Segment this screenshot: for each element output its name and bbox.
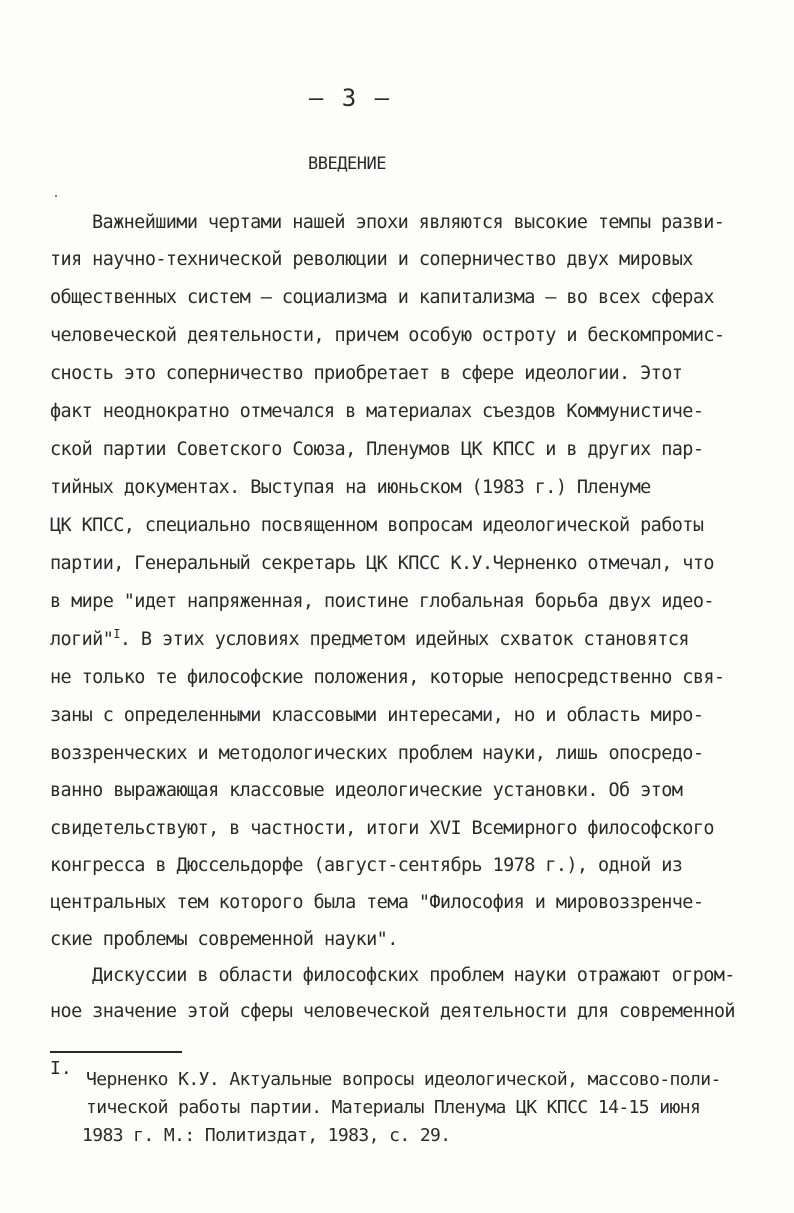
body-line: партии, Генеральный секретарь ЦК КПСС К.У.Черненко отмечал, что bbox=[50, 553, 714, 574]
footnote-line: 1983 г. М.: Политиздат, 1983, с. 29. bbox=[82, 1125, 451, 1146]
body-line: факт неоднократно отмечался в материалах съездов Коммунистиче- bbox=[50, 401, 704, 422]
body-line: Важнейшими чертами нашей эпохи являются высокие темпы разви- bbox=[92, 212, 725, 233]
footnote-reference: I bbox=[113, 626, 120, 641]
text-fragment: . В этих условиях предметом идейных схваток становятся bbox=[119, 629, 689, 650]
body-line: тийных документах. Выступая на июньском (1983 г.) Пленуме bbox=[50, 477, 651, 498]
text-fragment: логий" bbox=[50, 629, 114, 650]
footnote-divider bbox=[50, 1051, 182, 1053]
body-line: в мире "идет напряженная, поистине глобальная борьба двух идео- bbox=[50, 591, 714, 612]
page-number: – 3 – bbox=[308, 84, 392, 112]
body-line: заны с определенными классовыми интересами, но и область миро- bbox=[50, 705, 704, 726]
stray-mark bbox=[55, 195, 57, 197]
body-line-with-footnote bbox=[50, 628, 689, 652]
section-heading: ВВЕДЕНИЕ bbox=[308, 154, 386, 174]
body-line: ванно выражающая классовые идеологические установки. Об этом bbox=[50, 780, 683, 801]
body-line: воззренческих и методологических проблем науки, лишь опосредо- bbox=[50, 743, 704, 764]
body-line: сность это соперничество приобретает в сфере идеологии. Этот bbox=[50, 363, 683, 384]
body-line: центральных тем которого была тема "Философия и мировоззренче- bbox=[50, 892, 704, 913]
footnote-number: I. bbox=[50, 1058, 72, 1079]
body-line: ской партии Советского Союза, Пленумов ЦК КПСС и в других пар- bbox=[50, 439, 704, 460]
footnote-line: Черненко К.У. Актуальные вопросы идеологической, массово-поли- bbox=[86, 1069, 721, 1090]
body-line: общественных систем – социализма и капитализма – во всех сферах bbox=[50, 287, 714, 308]
body-line: свидетельствуют, в частности, итоги XVI Всемирного философского bbox=[50, 818, 714, 839]
body-line: ЦК КПСС, специально посвященном вопросам идеологической работы bbox=[50, 515, 704, 536]
body-line: человеческой деятельности, причем особую остроту и бескомпромис- bbox=[50, 325, 725, 346]
body-line: не только те философские положения, которые непосредственно свя- bbox=[50, 667, 725, 688]
body-line: ное значение этой сферы человеческой деятельности для современной bbox=[50, 1001, 735, 1022]
body-line: Дискуссии в области философских проблем науки отражают огром- bbox=[92, 965, 735, 986]
footnote-line: тической работы партии. Материалы Пленума ЦК КПСС 14-15 июня bbox=[86, 1097, 701, 1118]
body-line: тия научно-технической революции и соперничество двух мировых bbox=[50, 249, 693, 270]
body-line: ские проблемы современной науки". bbox=[50, 929, 398, 950]
body-line: конгресса в Дюссельдорфе (август-сентябрь 1978 г.), одной из bbox=[50, 855, 683, 876]
